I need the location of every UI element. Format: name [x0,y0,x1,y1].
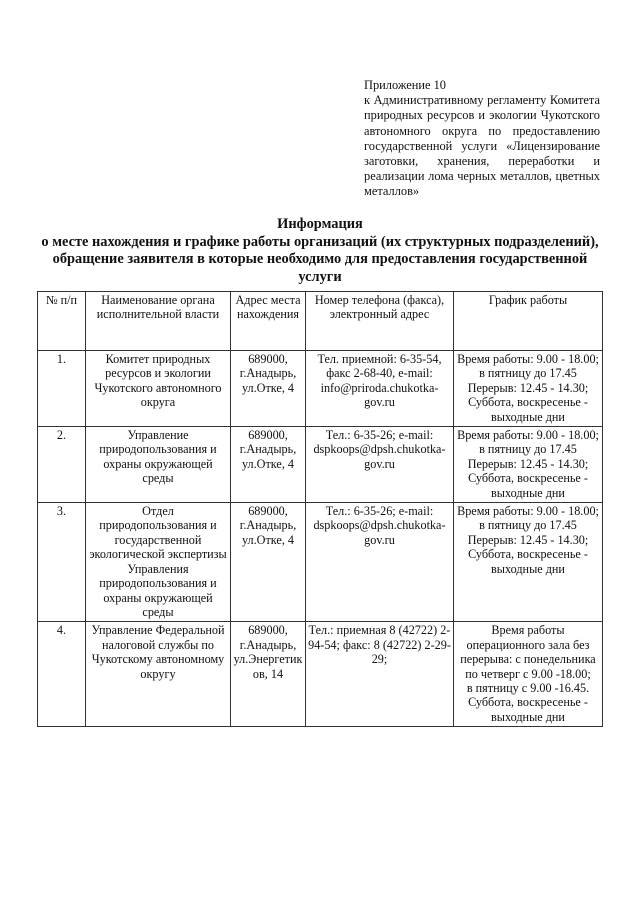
row-num: 1. [38,351,86,427]
row-address: 689000, г.Анадырь, ул.Отке, 4 [231,351,306,427]
schedule-line: Перерыв: 12.45 - 14.30; [467,380,589,395]
schedule-line: в пятницу с 9.00 -16.45. [466,680,590,695]
document-heading [40,216,600,286]
row-schedule [454,427,603,503]
row-num: 4. [38,622,86,727]
header-address: Адрес места нахождения [231,292,306,351]
row-phone: Тел.: 6-35-26; e-mail: dspkoops@dpsh.chukotka-gov.ru [306,427,454,503]
schedule-line: Суббота, воскресенье - выходные дни [468,471,588,500]
schedule-line: Суббота, воскресенье - выходные дни [468,547,588,576]
schedule-line: Перерыв: 12.45 - 14.30; [467,532,589,547]
row-schedule [454,503,603,622]
annex-title: Приложение 10 [364,78,446,92]
header-name: Наименование органа исполнительной власти [86,292,231,351]
table-row [38,503,603,622]
row-name: Управление Федеральной налоговой службы по Чукотскому автономному округу [86,622,231,727]
table-header-row [38,292,603,351]
schedule-line: в пятницу до 17.45 [479,518,577,533]
row-name: Отдел природопользования и государственной экологической экспертизы Управления природопользования и охраны окружающей среды [86,503,231,622]
schedule-line: Время работы: 9.00 - 18.00; [457,352,599,366]
row-phone: Тел.: приемная 8 (42722) 2-94-54; факс: 8 (42722) 2-29-29; [306,622,454,727]
row-address: 689000, г.Анадырь, ул.Отке, 4 [231,427,306,503]
row-phone: Тел.: 6-35-26; e-mail: dspkoops@dpsh.chukotka-gov.ru [306,503,454,622]
row-address: 689000, г.Анадырь, ул.Отке, 4 [231,503,306,622]
row-schedule [454,351,603,427]
schedule-line: Перерыв: 12.45 - 14.30; [467,456,589,471]
header-num: № п/п [38,292,86,351]
schedule-line: в пятницу до 17.45 [479,366,577,381]
row-schedule [454,622,603,727]
schedule-line: Время работы: 9.00 - 18.00; [457,504,599,519]
annex-block [364,78,600,200]
schedule-line: в пятницу до 17.45 [479,442,577,457]
row-address: 689000, г.Анадырь, ул.Энергетиков, 14 [231,622,306,727]
heading-title: Информация [277,216,363,232]
row-phone: Тел. приемной: 6-35-54, факс 2-68-40, e-mail: info@priroda.chukotka-gov.ru [306,351,454,427]
table-row [38,427,603,503]
schedule-line: Суббота, воскресенье - выходные дни [468,695,588,724]
header-phone: Номер телефона (факса), электронный адрес [306,292,454,351]
row-name: Управление природопользования и охраны окружающей среды [86,427,231,503]
row-name: Комитет природных ресурсов и экологии Чукотского автономного округа [86,351,231,427]
row-num: 3. [38,503,86,622]
table-row [38,351,603,427]
table-row [38,622,603,727]
row-num: 2. [38,427,86,503]
schedule-line: Время работы: 9.00 - 18.00; [457,428,599,443]
annex-text: к Административному регламенту Комитета природных ресурсов и экологии Чукотского автономного округа по предоставлению государственной услуги «Лицензирование заготовки, хранения, переработки и реализации лома черных металлов, цветных металлов» [364,93,600,199]
organizations-table [37,291,603,727]
schedule-line: Время работы операционного зала без перерыва: с понедельника по четверг с 9.00 -18.00; [460,623,596,681]
heading-subtitle: о месте нахождения и графике работы организаций (их структурных подразделений), обращение заявителя в которые необходимо для предоставления государственной услуги [41,233,599,285]
schedule-line: Суббота, воскресенье - выходные дни [468,395,588,424]
header-schedule: График работы [454,292,603,351]
